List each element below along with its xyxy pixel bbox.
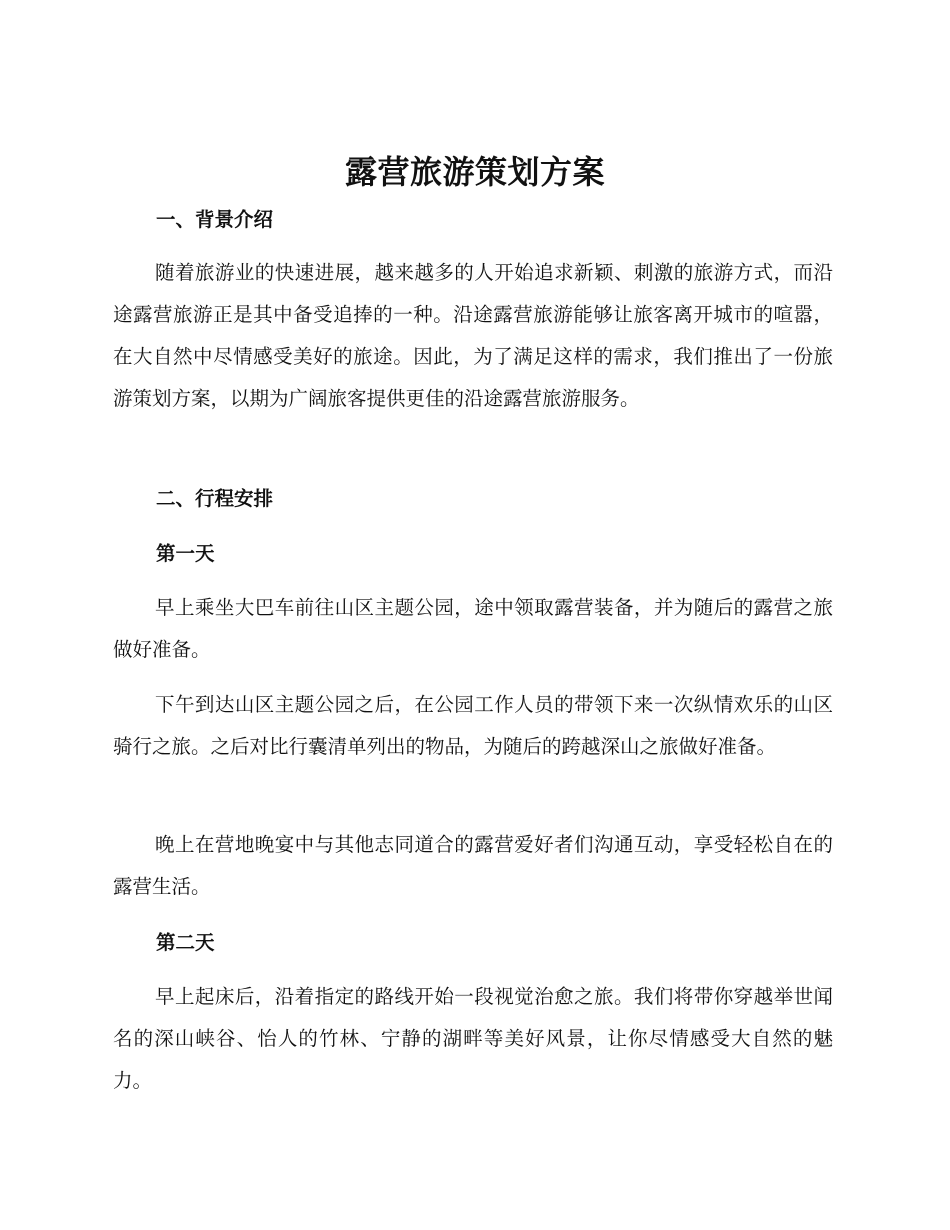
day-heading-2: 第二天 [156, 931, 215, 954]
paragraph-day1-morning: 早上乘坐大巴车前往山区主题公园，途中领取露营装备，并为随后的露营之旅做好准备。 [113, 596, 833, 661]
paragraph-day1-afternoon: 下午到达山区主题公园之后，在公园工作人员的带领下来一次纵情欢乐的山区骑行之旅。之后对比行囊清单列出的物品，为随后的跨越深山之旅做好准备。 [113, 693, 833, 758]
section-heading-itinerary: 二、行程安排 [156, 487, 274, 510]
paragraph-day1-evening: 晚上在营地晚宴中与其他志同道合的露营爱好者们沟通互动，享受轻松自在的露营生活。 [113, 833, 833, 898]
document-title: 露营旅游策划方案 [344, 153, 605, 191]
paragraph-day2-morning: 早上起床后，沿着指定的路线开始一段视觉治愈之旅。我们将带你穿越举世闻名的深山峡谷、怡人的竹林、宁静的湖畔等美好风景，让你尽情感受大自然的魅力。 [113, 985, 833, 1092]
section-heading-background: 一、背景介绍 [156, 208, 274, 231]
paragraph-background: 随着旅游业的快速进展，越来越多的人开始追求新颖、刺激的旅游方式，而沿途露营旅游正是其中备受追捧的一种。沿途露营旅游能够让旅客离开城市的喧嚣，在大自然中尽情感受美好的旅途。因此，为了满足这样的需求，我们推出了一份旅游策划方案，以期为广阔旅客提供更佳的沿途露营旅游服务。 [113, 261, 833, 410]
day-heading-1: 第一天 [156, 542, 215, 565]
